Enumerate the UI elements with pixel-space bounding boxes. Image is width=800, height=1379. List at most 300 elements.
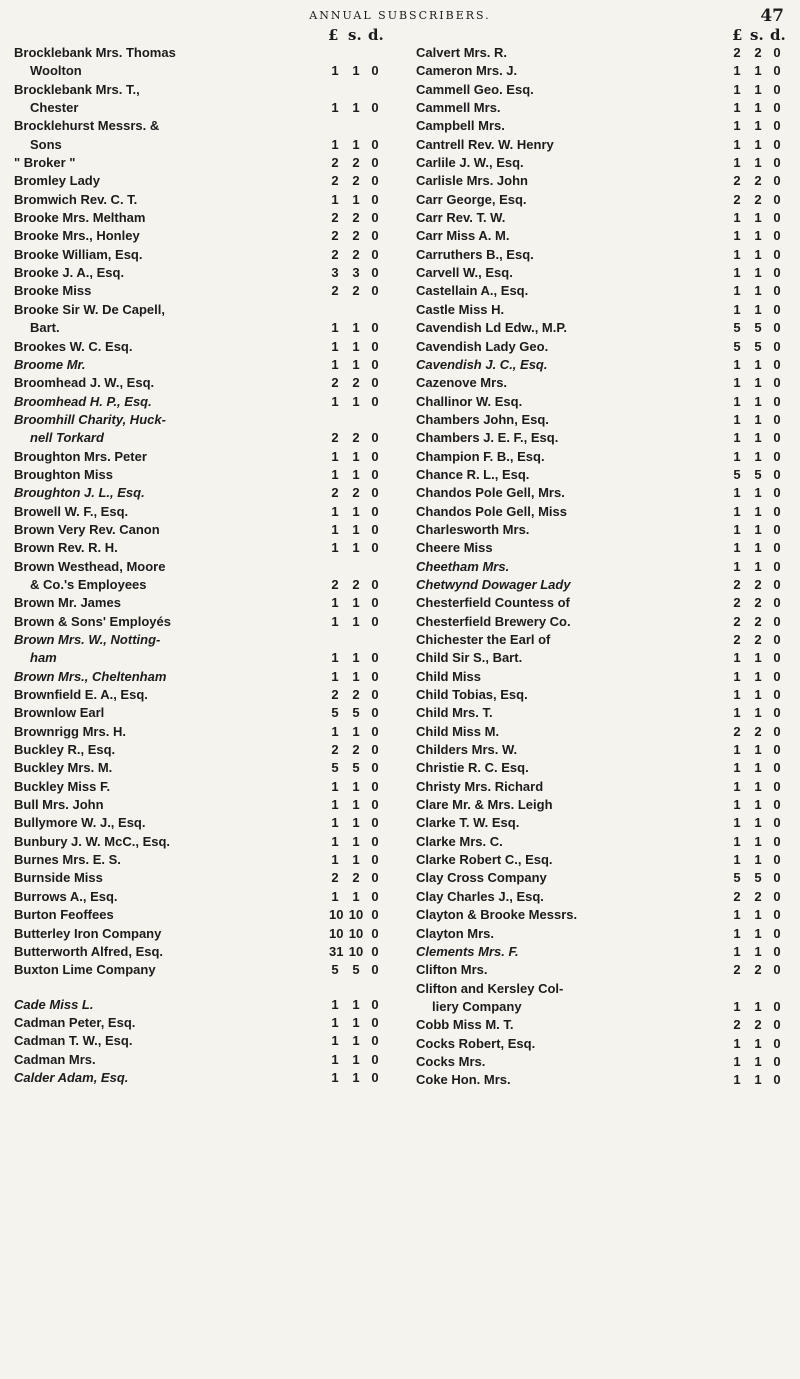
amount-pounds: 1	[733, 558, 741, 574]
subscriber-name: Brooke Miss	[14, 283, 92, 299]
subscriber-row	[14, 429, 380, 447]
amount-pence: 0	[773, 540, 781, 556]
subscriber-row	[14, 943, 380, 961]
amount-pence: 0	[371, 742, 379, 758]
subscriber-row	[416, 704, 782, 722]
amount-pounds: 1	[733, 375, 741, 391]
amount-shillings: 2	[352, 576, 360, 592]
subscriber-name: Woolton	[30, 63, 82, 79]
amount-pounds: 1	[733, 228, 741, 244]
subscriber-name: Clayton & Brooke Messrs.	[416, 907, 578, 923]
subscriber-name: Broomhill Charity, Huck-	[14, 411, 166, 427]
amount-pounds: 1	[733, 650, 741, 666]
subscriber-name: Clarke Mrs. C.	[416, 833, 503, 849]
amount-pence: 0	[371, 962, 379, 978]
amount-pounds: 2	[331, 485, 339, 501]
amount-pence: 0	[371, 870, 379, 886]
amount-pence: 0	[371, 943, 379, 959]
amount-pence: 0	[371, 430, 379, 446]
subscriber-name: Brocklebank Mrs. T.,	[14, 81, 140, 97]
amount-pounds: 1	[733, 1035, 741, 1051]
amount-shillings: 5	[754, 466, 762, 482]
amount-pounds: 2	[331, 430, 339, 446]
amount-pounds: 1	[331, 540, 339, 556]
amount-pounds: 1	[733, 687, 741, 703]
amount-pence: 0	[371, 1069, 379, 1085]
subscriber-name: Brown Rev. R. H.	[14, 540, 118, 556]
subscriber-row	[416, 172, 782, 190]
amount-shillings: 1	[352, 888, 360, 904]
subscriber-name: Buxton Lime Company	[14, 962, 156, 978]
amount-pounds: 1	[331, 996, 339, 1012]
amount-pence: 0	[773, 136, 781, 152]
subscriber-row	[416, 136, 782, 154]
amount-pounds: 1	[733, 778, 741, 794]
subscriber-row	[416, 925, 782, 943]
subscriber-name: Burton Feoffees	[14, 907, 114, 923]
amount-pounds: 31	[329, 943, 344, 959]
subscriber-row	[416, 503, 782, 521]
amount-pounds: 2	[733, 888, 741, 904]
amount-pence: 0	[371, 540, 379, 556]
amount-shillings: 5	[754, 870, 762, 886]
amount-pounds: 2	[733, 962, 741, 978]
subscriber-row	[416, 539, 782, 557]
amount-shillings: 1	[352, 613, 360, 629]
amount-pounds: 1	[733, 265, 741, 281]
amount-pence: 0	[773, 63, 781, 79]
subscriber-row	[14, 209, 380, 227]
subscriber-name: Christie R. C. Esq.	[416, 760, 529, 776]
amount-pounds: 1	[733, 705, 741, 721]
amount-pounds: 5	[733, 338, 741, 354]
amount-shillings: 1	[352, 1069, 360, 1085]
amount-shillings: 1	[352, 797, 360, 813]
amount-pounds: 1	[733, 448, 741, 464]
subscriber-row	[14, 576, 380, 594]
amount-pence: 0	[371, 283, 379, 299]
subscriber-name: Cadman Mrs.	[14, 1051, 96, 1067]
amount-shillings: 2	[352, 485, 360, 501]
amount-pence: 0	[371, 668, 379, 684]
subscriber-name: Carr Rev. T. W.	[416, 210, 506, 226]
amount-shillings: 1	[754, 393, 762, 409]
amount-pounds: 1	[331, 668, 339, 684]
amount-pence: 0	[773, 503, 781, 519]
subscriber-row	[14, 374, 380, 392]
amount-pounds: 2	[331, 246, 339, 262]
subscriber-name: Chester	[30, 100, 79, 116]
subscriber-row	[14, 649, 380, 667]
amount-pence: 0	[371, 210, 379, 226]
subscriber-name: Bromley Lady	[14, 173, 100, 189]
amount-shillings: 1	[754, 301, 762, 317]
subscriber-row	[14, 1051, 380, 1069]
subscriber-name: Campbell Mrs.	[416, 118, 505, 134]
subscriber-name: Challinor W. Esq.	[416, 393, 523, 409]
subscriber-row	[14, 1014, 380, 1032]
subscriber-row	[416, 631, 782, 649]
amount-pence: 0	[371, 448, 379, 464]
amount-shillings: 1	[754, 540, 762, 556]
subscriber-name: Chesterfield Countess of	[416, 595, 570, 611]
amount-pence: 0	[773, 907, 781, 923]
amount-pence: 0	[371, 246, 379, 262]
amount-shillings: 1	[754, 705, 762, 721]
subscriber-row	[14, 723, 380, 741]
amount-pounds: 5	[331, 705, 339, 721]
amount-pounds: 1	[331, 503, 339, 519]
subscriber-name: Carruthers B., Esq.	[416, 246, 534, 262]
subscriber-row	[416, 558, 782, 576]
subscriber-name: Clifton and Kersley Col-	[416, 980, 564, 996]
amount-pence: 0	[371, 375, 379, 391]
subscriber-row	[14, 62, 380, 80]
subscriber-row	[416, 906, 782, 924]
amount-pence: 0	[371, 815, 379, 831]
amount-pounds: 1	[331, 448, 339, 464]
amount-pence: 0	[773, 650, 781, 666]
amount-shillings: 2	[352, 430, 360, 446]
amount-shillings: 1	[352, 393, 360, 409]
subscriber-name: Cadman Peter, Esq.	[14, 1014, 136, 1030]
amount-pence: 0	[773, 870, 781, 886]
subscriber-name: Cantrell Rev. W. Henry	[416, 136, 554, 152]
subscriber-row	[416, 484, 782, 502]
subscriber-name: Cameron Mrs. J.	[416, 63, 518, 79]
amount-pounds: 1	[733, 136, 741, 152]
subscriber-row	[14, 301, 380, 319]
subscriber-row	[14, 117, 380, 135]
amount-pence: 0	[773, 1072, 781, 1088]
amount-shillings: 1	[352, 320, 360, 336]
subscriber-name: Clayton Mrs.	[416, 925, 495, 941]
amount-pence: 0	[773, 155, 781, 171]
subscriber-row	[14, 521, 380, 539]
right-entries	[416, 44, 782, 1090]
amount-pounds: 1	[733, 1072, 741, 1088]
amount-shillings: 1	[352, 1014, 360, 1030]
amount-pence: 0	[773, 338, 781, 354]
amount-pence: 0	[773, 888, 781, 904]
subscriber-row	[14, 833, 380, 851]
amount-shillings: 3	[352, 265, 360, 281]
subscriber-name: Brownrigg Mrs. H.	[14, 723, 126, 739]
amount-pence: 0	[371, 1033, 379, 1049]
subscriber-row	[14, 1069, 380, 1087]
subscriber-row	[14, 869, 380, 887]
amount-shillings: 2	[754, 888, 762, 904]
amount-shillings: 1	[754, 448, 762, 464]
subscriber-name: Chichester the Earl of	[416, 632, 551, 647]
subscriber-name: Clarke Robert C., Esq.	[416, 852, 553, 868]
subscriber-row	[14, 136, 380, 154]
subscriber-row	[416, 778, 782, 796]
left-entries	[14, 44, 380, 1087]
amount-pence: 0	[371, 705, 379, 721]
amount-pounds: 1	[733, 356, 741, 372]
amount-pounds: 5	[733, 870, 741, 886]
amount-pence: 0	[773, 687, 781, 703]
amount-pence: 0	[371, 925, 379, 941]
subscriber-name: " Broker "	[14, 155, 76, 171]
subscriber-row	[14, 906, 380, 924]
amount-pounds: 1	[733, 485, 741, 501]
amount-pounds: 1	[331, 650, 339, 666]
subscriber-row	[416, 209, 782, 227]
subscriber-row	[14, 741, 380, 759]
amount-pence: 0	[773, 228, 781, 244]
subscriber-name: Christy Mrs. Richard	[416, 778, 544, 794]
amount-pounds: 1	[331, 797, 339, 813]
pence-header: d.	[770, 26, 786, 44]
amount-pence: 0	[773, 1017, 781, 1033]
subscriber-row	[14, 466, 380, 484]
amount-pounds: 2	[331, 687, 339, 703]
subscriber-name: Broughton J. L., Esq.	[14, 485, 145, 501]
subscriber-name: Brocklehurst Messrs. &	[14, 118, 160, 134]
subscriber-row	[416, 723, 782, 741]
amount-shillings: 2	[754, 1017, 762, 1033]
amount-shillings: 1	[352, 650, 360, 666]
subscriber-name: Buckley R., Esq.	[14, 742, 116, 758]
amount-pence: 0	[773, 430, 781, 446]
amount-shillings: 1	[352, 191, 360, 207]
amount-pence: 0	[773, 393, 781, 409]
amount-pounds: 5	[331, 962, 339, 978]
subscriber-name: Butterworth Alfred, Esq.	[14, 943, 164, 959]
amount-pounds: 1	[733, 100, 741, 116]
amount-pence: 0	[371, 888, 379, 904]
amount-pence: 0	[773, 356, 781, 372]
subscriber-name: Calvert Mrs. R.	[416, 45, 508, 60]
amount-pounds: 1	[733, 797, 741, 813]
amount-shillings: 1	[352, 466, 360, 482]
subscriber-name: Child Miss	[416, 668, 482, 684]
amount-pounds: 2	[733, 173, 741, 189]
amount-pounds: 1	[733, 246, 741, 262]
amount-pounds: 1	[331, 1014, 339, 1030]
amount-pounds: 1	[331, 815, 339, 831]
subscriber-row	[416, 1016, 782, 1034]
amount-shillings: 1	[754, 283, 762, 299]
subscriber-row	[14, 411, 380, 429]
subscriber-name: Castellain A., Esq.	[416, 283, 529, 299]
amount-shillings: 2	[352, 870, 360, 886]
amount-pounds: 1	[331, 136, 339, 152]
subscriber-row	[14, 503, 380, 521]
subscriber-row	[416, 62, 782, 80]
amount-pence: 0	[371, 136, 379, 152]
amount-pounds: 1	[331, 191, 339, 207]
subscriber-name: Broomhead J. W., Esq.	[14, 375, 155, 391]
amount-pence: 0	[371, 63, 379, 79]
amount-pounds: 3	[331, 265, 339, 281]
amount-shillings: 1	[754, 778, 762, 794]
amount-pounds: 2	[733, 1017, 741, 1033]
amount-shillings: 1	[352, 540, 360, 556]
amount-pence: 0	[773, 1053, 781, 1069]
amount-pounds: 1	[733, 943, 741, 959]
amount-shillings: 2	[352, 155, 360, 171]
subscriber-row	[14, 961, 380, 979]
subscriber-row	[14, 613, 380, 631]
amount-pounds: 2	[331, 576, 339, 592]
amount-shillings: 1	[352, 338, 360, 354]
amount-pence: 0	[371, 760, 379, 776]
subscriber-name: Cocks Robert, Esq.	[416, 1035, 536, 1051]
amount-pence: 0	[773, 558, 781, 574]
subscriber-row	[14, 81, 380, 99]
amount-pence: 0	[773, 632, 781, 647]
amount-shillings: 1	[352, 833, 360, 849]
amount-pounds: 1	[733, 393, 741, 409]
subscriber-row	[416, 466, 782, 484]
amount-pounds: 2	[733, 45, 741, 60]
amount-pence: 0	[371, 996, 379, 1012]
subscriber-name: Cheere Miss	[416, 540, 493, 556]
amount-shillings: 1	[754, 485, 762, 501]
amount-pence: 0	[773, 613, 781, 629]
amount-pence: 0	[773, 466, 781, 482]
subscriber-name: Child Miss M.	[416, 723, 500, 739]
amount-pence: 0	[371, 595, 379, 611]
amount-pence: 0	[773, 760, 781, 776]
pounds-header: £	[732, 26, 743, 44]
amount-shillings: 2	[754, 595, 762, 611]
amount-pence: 0	[773, 301, 781, 317]
amount-shillings: 1	[352, 1033, 360, 1049]
amount-shillings: 1	[754, 1072, 762, 1088]
subscriber-row	[416, 668, 782, 686]
amount-shillings: 1	[754, 558, 762, 574]
subscriber-row	[416, 686, 782, 704]
subscriber-name: Bunbury J. W. McC., Esq.	[14, 833, 171, 849]
page-number: 47	[760, 6, 784, 26]
amount-pounds: 1	[733, 63, 741, 79]
pence-header: d.	[368, 26, 384, 44]
amount-pounds: 1	[331, 63, 339, 79]
amount-pounds: 1	[331, 1069, 339, 1085]
subscriber-row	[416, 613, 782, 631]
subscriber-row	[14, 704, 380, 722]
currency-header-right	[416, 26, 786, 44]
subscriber-row	[14, 539, 380, 557]
subscriber-row	[416, 759, 782, 777]
amount-shillings: 1	[754, 63, 762, 79]
subscriber-name: Cobb Miss M. T.	[416, 1017, 514, 1033]
amount-pounds: 1	[331, 1033, 339, 1049]
subscriber-row	[14, 393, 380, 411]
amount-shillings: 1	[352, 356, 360, 372]
subscriber-row	[14, 282, 380, 300]
subscriber-name: Burnes Mrs. E. S.	[14, 852, 121, 868]
amount-shillings: 1	[754, 1053, 762, 1069]
amount-shillings: 1	[754, 943, 762, 959]
amount-pounds: 1	[331, 320, 339, 336]
amount-shillings: 1	[754, 265, 762, 281]
subscriber-name: Chandos Pole Gell, Mrs.	[416, 485, 565, 501]
amount-pounds: 2	[331, 173, 339, 189]
subscriber-row	[416, 319, 782, 337]
subscriber-name: Champion F. B., Esq.	[416, 448, 545, 464]
amount-pounds: 1	[733, 833, 741, 849]
amount-pence: 0	[371, 356, 379, 372]
amount-shillings: 1	[352, 815, 360, 831]
amount-pence: 0	[371, 576, 379, 592]
amount-pounds: 2	[331, 155, 339, 171]
amount-pounds: 1	[733, 742, 741, 758]
subscriber-name: Broomhead H. P., Esq.	[14, 393, 152, 409]
amount-pounds: 2	[331, 210, 339, 226]
subscriber-row	[416, 888, 782, 906]
subscriber-name: Buckley Mrs. M.	[14, 760, 113, 776]
amount-shillings: 1	[754, 155, 762, 171]
amount-shillings: 1	[754, 356, 762, 372]
amount-shillings: 2	[754, 45, 762, 60]
subscriber-row	[14, 227, 380, 245]
subscriber-row	[416, 393, 782, 411]
subscriber-row	[416, 1035, 782, 1053]
subscriber-row	[416, 576, 782, 594]
subscriber-name: Cheetham Mrs.	[416, 558, 510, 574]
amount-shillings: 1	[754, 503, 762, 519]
subscriber-name: Chesterfield Brewery Co.	[416, 613, 571, 629]
amount-shillings: 1	[352, 778, 360, 794]
amount-pounds: 5	[733, 466, 741, 482]
amount-pounds: 1	[331, 613, 339, 629]
subscriber-name: liery Company	[432, 998, 522, 1014]
subscriber-row	[416, 81, 782, 99]
subscriber-name: Bart.	[30, 320, 60, 336]
subscriber-name: Brookes W. C. Esq.	[14, 338, 133, 354]
subscriber-name: Broome Mr.	[14, 356, 86, 372]
amount-pounds: 2	[331, 870, 339, 886]
subscriber-name: Calder Adam, Esq.	[14, 1069, 129, 1085]
amount-shillings: 1	[754, 246, 762, 262]
amount-shillings: 1	[754, 136, 762, 152]
subscriber-row	[416, 374, 782, 392]
amount-shillings: 1	[754, 907, 762, 923]
amount-shillings: 1	[754, 742, 762, 758]
subscriber-row	[416, 117, 782, 135]
amount-shillings: 1	[754, 430, 762, 446]
amount-pence: 0	[773, 962, 781, 978]
amount-pounds: 1	[733, 760, 741, 776]
subscriber-name: Coke Hon. Mrs.	[416, 1072, 511, 1088]
subscriber-name: Butterley Iron Company	[14, 925, 162, 941]
subscriber-name: Brownlow Earl	[14, 705, 105, 721]
subscriber-row	[416, 998, 782, 1016]
subscriber-row	[416, 869, 782, 887]
subscriber-row	[416, 980, 782, 998]
amount-pence: 0	[773, 100, 781, 116]
subscriber-row	[416, 741, 782, 759]
amount-shillings: 2	[352, 283, 360, 299]
amount-shillings: 1	[352, 852, 360, 868]
amount-shillings: 1	[352, 668, 360, 684]
amount-pounds: 1	[331, 595, 339, 611]
subscriber-name: Clay Cross Company	[416, 870, 547, 886]
amount-shillings: 1	[352, 595, 360, 611]
amount-shillings: 2	[754, 723, 762, 739]
subscriber-name: Cammell Mrs.	[416, 100, 501, 116]
subscriber-row	[416, 429, 782, 447]
amount-pence: 0	[371, 778, 379, 794]
amount-pounds: 10	[329, 925, 344, 941]
amount-pounds: 1	[331, 852, 339, 868]
amount-shillings: 1	[754, 210, 762, 226]
